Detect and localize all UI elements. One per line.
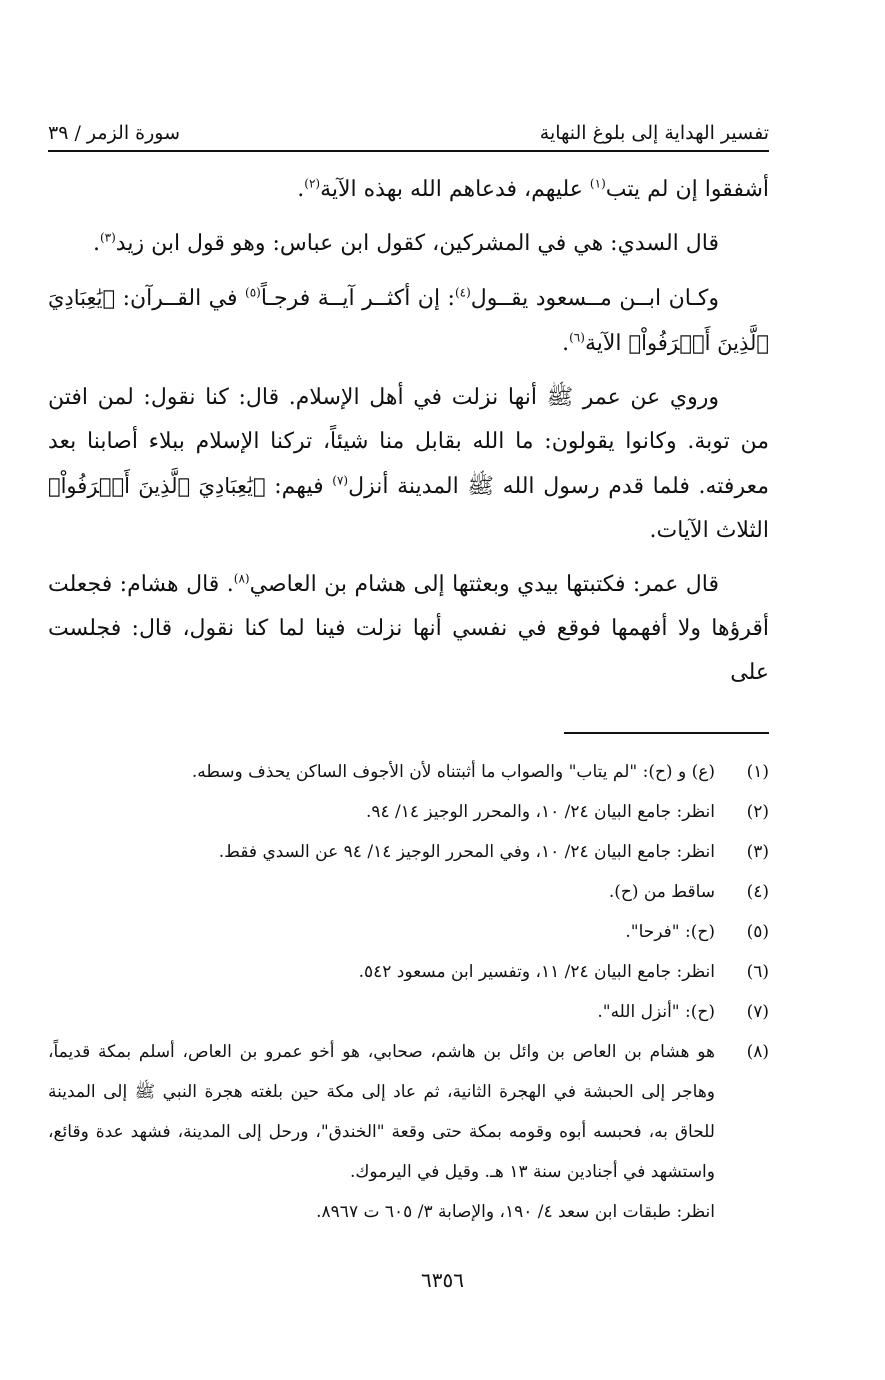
footnote-text: (ح): "أنزل الله". xyxy=(597,1002,715,1022)
text-run: قال عمر: فكتبتها بيدي وبعثتها إلى هشام بن العاصي xyxy=(249,572,719,597)
footnote-text: هو هشام بن العاص بن وائل بن هاشم، صحابي، هو أخو عمرو بن العاص، أسلم بمكة قديماً، وهاجر إلى الحبشة في الهجرة الثانية، ثم عاد إلى مكة حين بلغته هجرة النبي ﷺ إلى المدينة للحاق به، فحبسه أبوه وقومه بمكة حتى وقعة "الخندق"، ورحل إلى المدينة، فشهد عدة وقائع، واستشهد في أجنادين سنة ١٣ هـ. وقيل في اليرموك. xyxy=(48,1042,715,1182)
text-run: . قال هشام: فجعلت أقرؤها ولا أفهمها فوقع في نفسي أنها نزلت فينا لما كنا نقول، قال: فجلست على xyxy=(48,572,769,685)
footnote-text: (ع) و (ح): "لم يتاب" والصواب ما أثبتناه لأن الأجوف الساكن يحذف وسطه. xyxy=(191,762,715,782)
main-text xyxy=(48,168,769,705)
paragraph-4 xyxy=(48,376,769,553)
text-run: . xyxy=(297,177,305,202)
footnote-ref: (٤) xyxy=(454,285,471,300)
footnote-number: (٤) xyxy=(746,882,769,902)
footnote-ref: (٨) xyxy=(233,571,250,586)
footnote-reference: انظر: طبقات ابن سعد ٤/ ١٩٠، والإصابة ٣/ ٦٠٥ ت ٨٩٦٧. xyxy=(316,1202,715,1222)
footnote-number: (٦) xyxy=(746,962,769,982)
footnote xyxy=(48,872,769,912)
paragraph-1 xyxy=(48,168,769,212)
text-run: وروي عن عمر ﷺ أنها نزلت في أهل الإسلام. قال: كنا نقول: لمن افتن من توبة. وكانوا يقولون: ما الله بقابل منا شيئاً، تركنا الإسلام ببلاء أصابنا بعد معرفته. فلما قدم رسول الله ﷺ المدينة أنزل xyxy=(48,385,769,499)
footnote-text: ساقط من (ح). xyxy=(608,882,715,902)
footnote-ref: (٢) xyxy=(304,176,321,191)
footnote xyxy=(48,792,769,832)
footnote-number: (٥) xyxy=(746,922,769,942)
footnote xyxy=(48,912,769,952)
footnote-ref: (١) xyxy=(589,176,606,191)
footnote xyxy=(48,832,769,872)
text-run: أشفقوا إن لم يتب xyxy=(605,177,769,202)
paragraph-3 xyxy=(48,276,769,366)
footnote xyxy=(48,752,769,792)
text-run: في القــرآن: xyxy=(115,286,245,311)
footnote-text: (ح): "فرحا". xyxy=(625,922,715,942)
text-run: وكـان ابــن مــسعود يقــول xyxy=(470,286,719,311)
book-title: تفسير الهداية إلى بلوغ النهاية xyxy=(539,122,769,144)
text-run: عليهم، فدعاهم الله بهذه الآية xyxy=(320,177,590,202)
text-run: فيهم: xyxy=(265,474,333,499)
text-run: قال السدي: هي في المشركين، كقول ابن عباس: وهو قول ابن زيد xyxy=(115,231,719,256)
surah-reference: سورة الزمر / ٣٩ xyxy=(48,122,181,144)
footnote xyxy=(48,1032,769,1192)
running-header xyxy=(48,112,769,152)
footnote-text: انظر: جامع البيان ٢٤/ ١١، وتفسير ابن مسعود ٥٤٢. xyxy=(358,962,715,982)
footnote xyxy=(48,952,769,992)
footnote-number: (٧) xyxy=(746,1002,769,1022)
footnotes xyxy=(48,752,769,1232)
text-run: الآية xyxy=(584,331,629,356)
quran-quote: ﴿يَٰعِبَادِيَ ٱلَّذِينَ أَسۡرَفُواْ﴾ xyxy=(48,286,769,355)
paragraph-5 xyxy=(48,563,769,695)
text-run: . xyxy=(562,331,570,356)
footnote-number: (٨) xyxy=(746,1042,769,1062)
footnote xyxy=(48,992,769,1032)
page-number: ٦٣٥٦ xyxy=(421,1268,464,1292)
footnote-text: انظر: جامع البيان ٢٤/ ١٠، وفي المحرر الوجيز ١٤/ ٩٤ عن السدي فقط. xyxy=(218,842,715,862)
text-run: الثلاث الآيات. xyxy=(649,518,769,543)
footnote-number: (٢) xyxy=(746,802,769,822)
text-run: . xyxy=(92,231,100,256)
footnote-ref: (٣) xyxy=(99,230,116,245)
footnote-separator xyxy=(564,732,769,734)
footnote-ref: (٧) xyxy=(332,473,349,488)
text-run: : إن أكثــر آيــة فرجـاً xyxy=(260,286,455,311)
quran-quote: ﴿يَٰعِبَادِيَ ٱلَّذِينَ أَسۡرَفُواْ﴾ xyxy=(48,474,266,498)
paragraph-2 xyxy=(48,222,769,266)
footnote-number: (١) xyxy=(746,762,769,782)
footnote-text: انظر: جامع البيان ٢٤/ ١٠، والمحرر الوجيز ١٤/ ٩٤. xyxy=(365,802,715,822)
footnote-number: (٣) xyxy=(746,842,769,862)
footnote-ref: (٦) xyxy=(569,330,585,345)
footnote-ref: (٥) xyxy=(245,285,261,300)
